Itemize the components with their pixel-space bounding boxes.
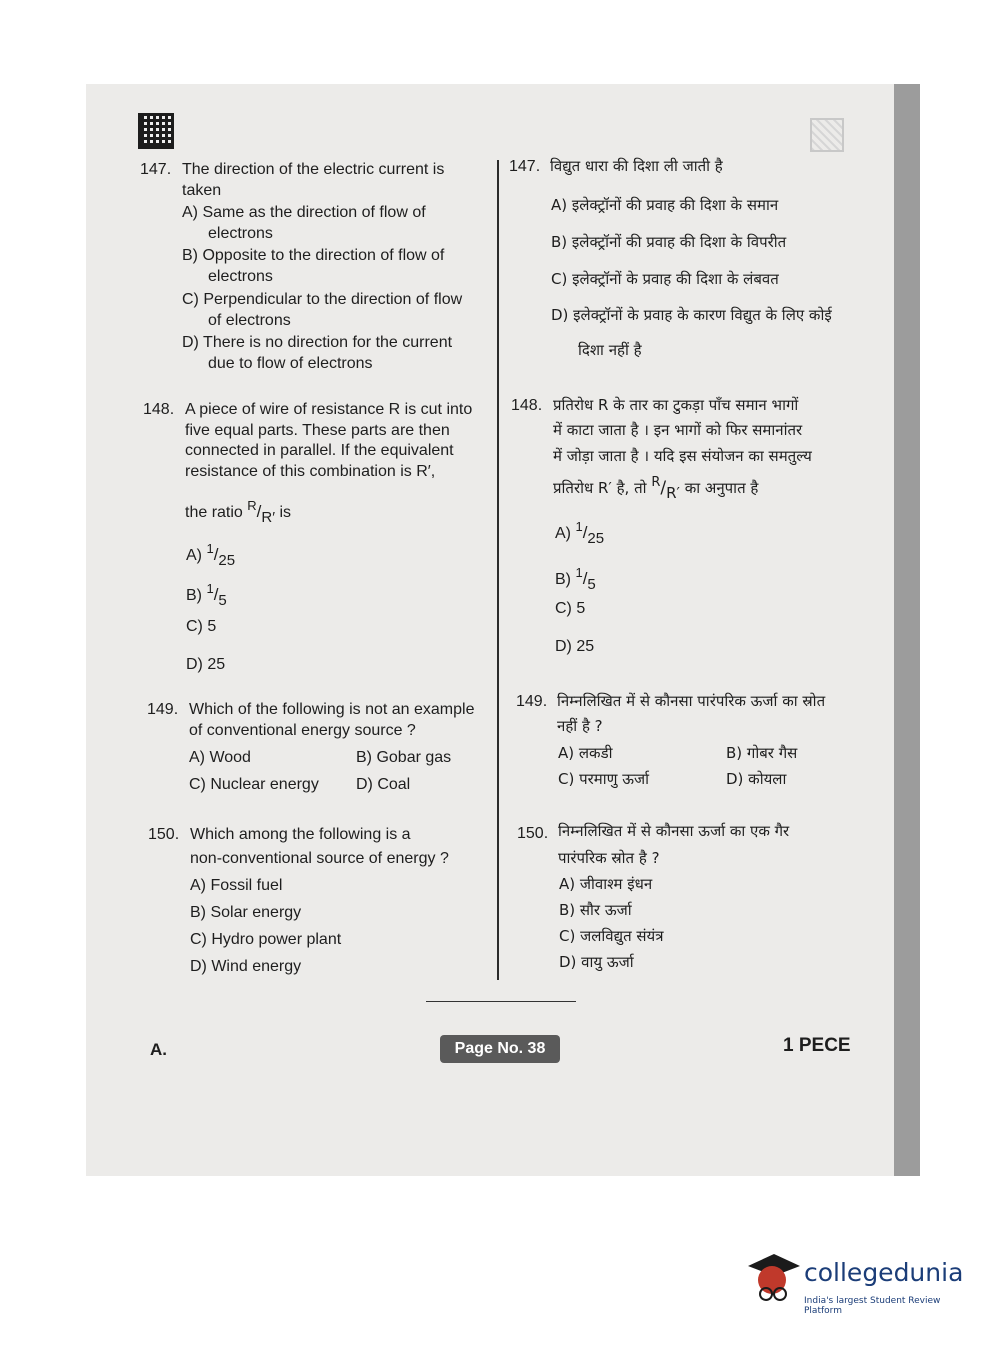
question-number: 150. <box>148 826 180 843</box>
option-c: C) 5 <box>555 600 586 617</box>
faint-qr-code <box>810 118 844 152</box>
question-text: of conventional energy source ? <box>189 722 416 739</box>
option-b: B) Gobar gas <box>356 749 452 766</box>
option-a: A) इलेक्ट्रॉनों की प्रवाह की दिशा के समान <box>551 196 779 214</box>
question-text: प्रतिरोध R के तार का टुकड़ा पाँच समान भागों <box>553 396 799 414</box>
option-d: D) There is no direction for the current <box>182 334 453 351</box>
option-d: दिशा नहीं है <box>578 341 642 359</box>
column-divider <box>497 160 499 980</box>
question-text: निम्नलिखित में से कौनसा पारंपरिक ऊर्जा का स्रोत <box>557 692 826 710</box>
option-c: C) Perpendicular to the direction of flow <box>182 291 463 308</box>
question-number: 147. <box>509 158 541 175</box>
question-number: 150. <box>517 825 549 842</box>
option-b: B) $^1/_5$ <box>555 565 596 593</box>
option-b: B) गोबर गैस <box>726 744 798 762</box>
option-d: D) इलेक्ट्रॉनों के प्रवाह के कारण विद्युत के लिए कोई <box>551 306 832 324</box>
option-b: B) सौर ऊर्जा <box>559 901 632 919</box>
question-number: 148. <box>143 401 175 418</box>
question-text: taken <box>182 182 222 199</box>
option-d: D) वायु ऊर्जा <box>559 953 634 971</box>
option-a: A) Wood <box>189 749 251 766</box>
brand-tagline: India's largest Student Review Platform <box>804 1296 941 1316</box>
option-d: due to flow of electrons <box>208 355 373 372</box>
question-text: प्रतिरोध R′ है, तो $^R/_{R'}$ का अनुपात है <box>553 475 759 502</box>
question-number: 149. <box>516 693 548 710</box>
option-d: D) Coal <box>356 776 411 793</box>
option-a: electrons <box>208 225 273 242</box>
option-b: B) $^1/_5$ <box>186 581 227 609</box>
question-number: 147. <box>140 161 172 178</box>
option-b: B) Opposite to the direction of flow of <box>182 247 445 264</box>
page-shadow <box>894 84 920 1176</box>
option-a: A) लकडी <box>558 744 613 762</box>
option-c: C) परमाणु ऊर्जा <box>558 770 650 788</box>
option-d: D) 25 <box>555 638 595 655</box>
question-text: Which of the following is not an example <box>189 701 475 718</box>
brand-name: collegedunia <box>804 1258 964 1287</box>
collegedunia-logo <box>744 1250 974 1316</box>
question-text: five equal parts. These parts are then <box>185 422 450 439</box>
question-text: A piece of wire of resistance R is cut into <box>185 401 473 418</box>
option-a: A) Same as the direction of flow of <box>182 204 426 221</box>
question-text: विद्युत धारा की दिशा ली जाती है <box>550 157 723 175</box>
option-d: D) कोयला <box>726 770 787 788</box>
question-text: connected in parallel. If the equivalent <box>185 442 454 459</box>
ratio-fraction: $^R/_{R'}$ <box>651 475 680 502</box>
option-c: C) इलेक्ट्रॉनों के प्रवाह की दिशा के लंबवत <box>551 270 779 288</box>
set-code: A. <box>150 1040 167 1059</box>
option-c: C) जलविद्युत संयंत्र <box>559 927 664 945</box>
page-number-badge: Page No. 38 <box>440 1035 560 1063</box>
question-text: resistance of this combination is R′, <box>185 463 436 480</box>
graduate-mascot-icon <box>744 1250 800 1310</box>
option-d: D) Wind energy <box>190 958 302 975</box>
paper-code: 1 PECE <box>783 1035 851 1056</box>
ratio-fraction: $^R/_{R'}$ <box>247 498 276 526</box>
question-text: the ratio $^R/_{R'}$ is <box>185 498 292 526</box>
footer-rule <box>426 1001 576 1002</box>
question-text: The direction of the electric current is <box>182 161 445 178</box>
option-d: D) 25 <box>186 656 226 673</box>
option-b: B) इलेक्ट्रॉनों की प्रवाह की दिशा के विपरीत <box>551 233 787 251</box>
option-a: A) $^1/_{25}$ <box>555 519 605 547</box>
option-a: A) जीवाश्म इंधन <box>559 875 653 893</box>
question-number: 148. <box>511 397 543 414</box>
question-text: पारंपरिक स्रोत है ? <box>558 849 660 867</box>
option-b: B) Solar energy <box>190 904 302 921</box>
question-text: निम्नलिखित में से कौनसा ऊर्जा का एक गैर <box>558 822 790 840</box>
option-c: C) Hydro power plant <box>190 931 342 948</box>
question-text: non-conventional source of energy ? <box>190 850 449 867</box>
question-number: 149. <box>147 701 179 718</box>
option-b: electrons <box>208 268 273 285</box>
option-a: A) Fossil fuel <box>190 877 283 894</box>
option-c: C) Nuclear energy <box>189 776 319 793</box>
question-text: में काटा जाता है । इन भागों को फिर समानांतर <box>553 421 803 439</box>
question-text: Which among the following is a <box>190 826 411 843</box>
question-text: में जोड़ा जाता है । यदि इस संयोजन का समतुल्य <box>553 447 812 465</box>
option-c: C) 5 <box>186 618 217 635</box>
question-text: नहीं है ? <box>557 717 603 735</box>
option-a: A) $^1/_{25}$ <box>186 541 236 569</box>
qr-code <box>138 113 174 149</box>
option-c: of electrons <box>208 312 291 329</box>
